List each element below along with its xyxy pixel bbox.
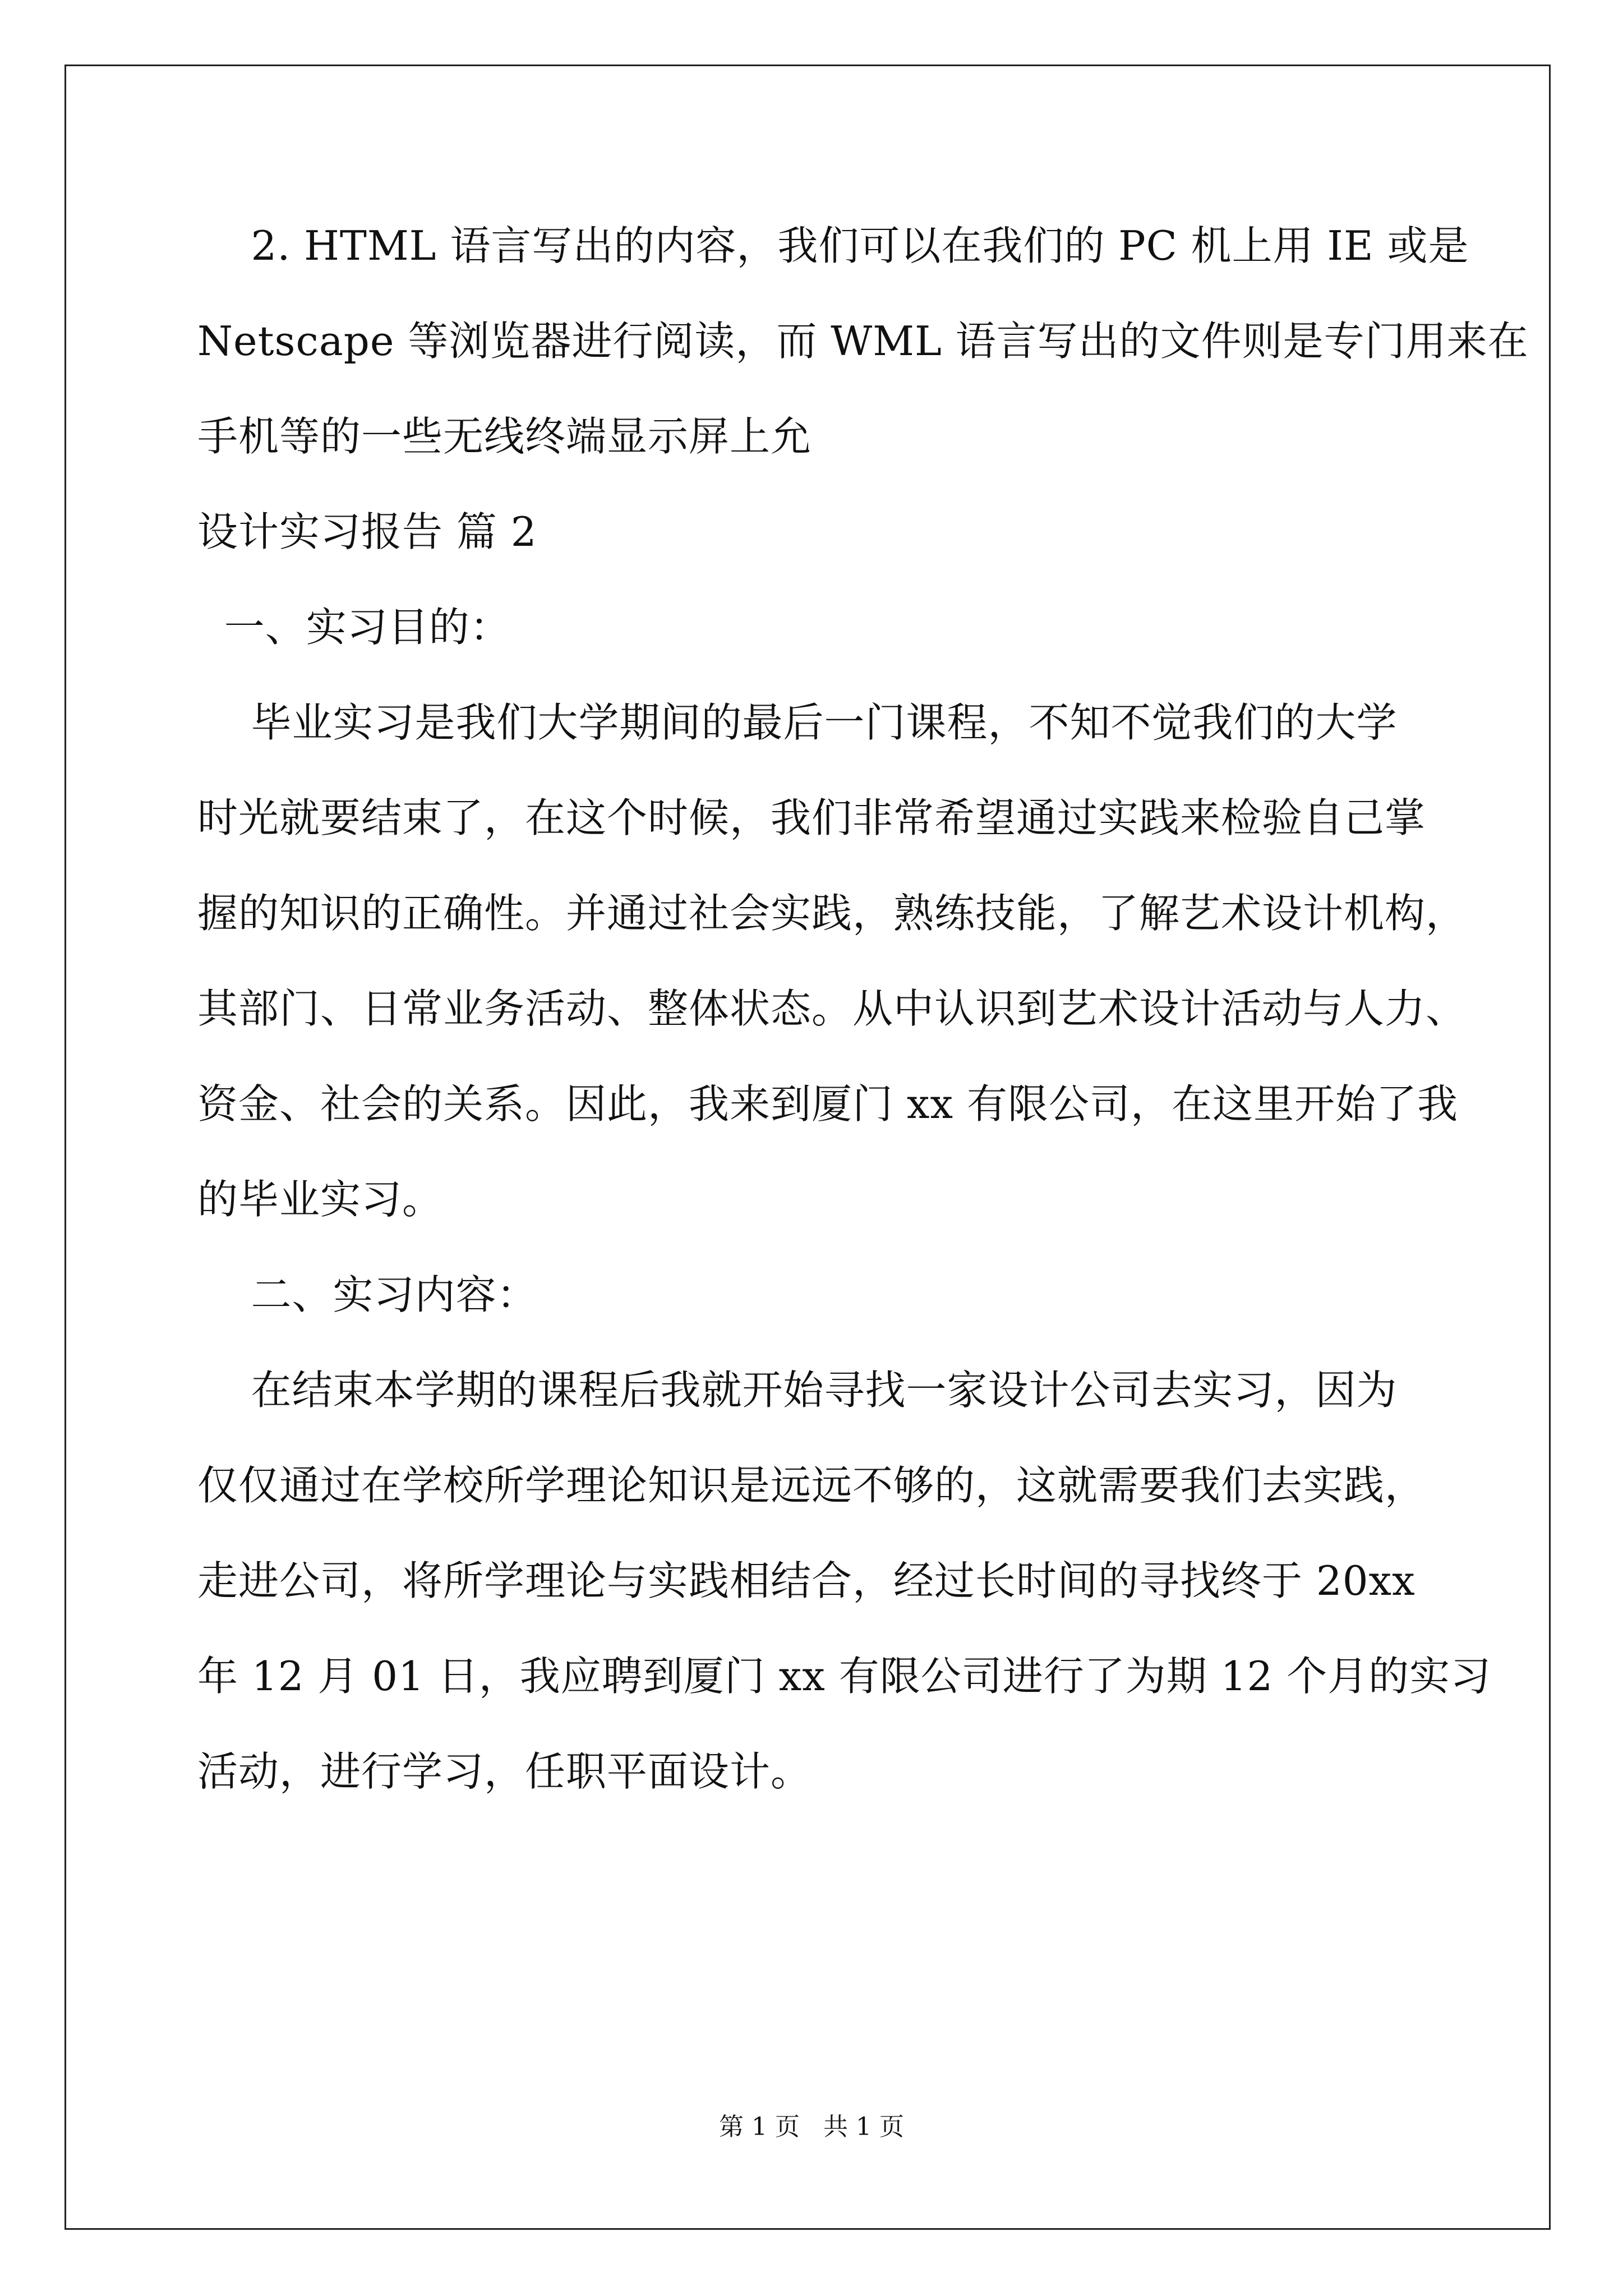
subheading: 一、实习目的： — [197, 604, 511, 651]
page-footer: 第 1 页 共 1 页 — [719, 2113, 904, 2141]
text-line: 毕业实习是我们大学期间的最后一门课程，不知不觉我们的大学 — [197, 699, 1398, 746]
text-line: 握的知识的正确性。并通过社会实践，熟练技能，了解艺术设计机构， — [197, 890, 1467, 937]
subheading: 二、实习内容： — [197, 1271, 538, 1318]
text-line: 其部门、日常业务活动、整体状态。从中认识到艺术设计活动与人力、 — [197, 985, 1467, 1032]
text-line: 年 12 月 01 日，我应聘到厦门 xx 有限公司进行了为期 12 个月的实习 — [197, 1653, 1492, 1700]
text-line: 2. HTML 语言写出的内容，我们可以在我们的 PC 机上用 IE 或是 — [197, 222, 1469, 269]
text-line: Netscape 等浏览器进行阅读，而 WML 语言写出的文件则是专门用来在 — [197, 318, 1529, 365]
text-line: 手机等的一些无线终端显示屏上允 — [197, 413, 812, 460]
page-border — [64, 65, 1551, 2230]
section-heading: 设计实习报告 篇 2 — [197, 508, 537, 555]
text-line: 活动，进行学习，任职平面设计。 — [197, 1748, 812, 1795]
text-line: 在结束本学期的课程后我就开始寻找一家设计公司去实习，因为 — [197, 1366, 1398, 1414]
text-line: 走进公司，将所学理论与实践相结合，经过长时间的寻找终于 20xx — [197, 1557, 1415, 1604]
text-line: 资金、社会的关系。因此，我来到厦门 xx 有限公司，在这里开始了我 — [197, 1080, 1458, 1128]
text-line: 的毕业实习。 — [197, 1176, 444, 1223]
text-line: 仅仅通过在学校所学理论知识是远远不够的，这就需要我们去实践， — [197, 1462, 1426, 1509]
text-line: 时光就要结束了，在这个时候，我们非常希望通过实践来检验自己掌 — [197, 794, 1426, 841]
